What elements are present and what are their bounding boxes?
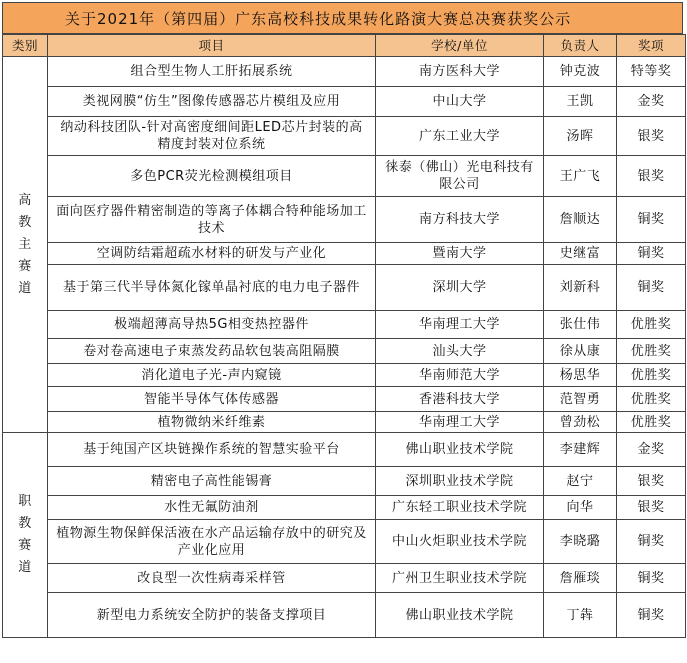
leader-cell: 丁犇 — [544, 593, 617, 638]
project-cell: 智能半导体气体传感器 — [48, 387, 376, 412]
award-cell: 优胜奖 — [617, 412, 686, 433]
award-table — [2, 34, 686, 638]
award-cell: 优胜奖 — [617, 339, 686, 364]
table-row — [3, 364, 686, 387]
school-cell: 佛山职业技术学院 — [376, 593, 544, 638]
leader-cell: 刘新科 — [544, 265, 617, 311]
award-cell: 铜奖 — [617, 265, 686, 311]
table-row — [3, 117, 686, 156]
header-leader: 负责人 — [544, 35, 617, 57]
project-cell: 多色PCR荧光检测模组项目 — [48, 156, 376, 197]
leader-cell: 赵宁 — [544, 467, 617, 496]
school-cell: 深圳大学 — [376, 265, 544, 311]
award-cell: 铜奖 — [617, 197, 686, 243]
leader-cell: 李晓璐 — [544, 520, 617, 564]
project-cell: 卷对卷高速电子束蒸发药品软包装高阻隔膜 — [48, 339, 376, 364]
category-cell — [3, 57, 48, 433]
project-cell: 空调防结霜超疏水材料的研发与产业化 — [48, 243, 376, 265]
table-row — [3, 197, 686, 243]
table-row — [3, 87, 686, 117]
award-cell: 银奖 — [617, 156, 686, 197]
leader-cell: 王凯 — [544, 87, 617, 117]
sheet-title: 关于2021年（第四届）广东高校科技成果转化路演大赛总决赛获奖公示 — [2, 2, 683, 34]
table-row — [3, 467, 686, 496]
award-cell: 铜奖 — [617, 593, 686, 638]
project-cell: 纳动科技团队-针对高密度细间距LED芯片封装的高精度封装对位系统 — [48, 117, 376, 156]
project-cell: 极端超薄高导热5G相变热控器件 — [48, 311, 376, 339]
project-cell: 基于第三代半导体氮化镓单晶衬底的电力电子器件 — [48, 265, 376, 311]
header-school: 学校/单位 — [376, 35, 544, 57]
award-cell: 优胜奖 — [617, 311, 686, 339]
table-row — [3, 387, 686, 412]
school-cell: 华南理工大学 — [376, 412, 544, 433]
leader-cell: 王广飞 — [544, 156, 617, 197]
category-label: 高教主赛道 — [18, 192, 32, 296]
award-cell: 银奖 — [617, 467, 686, 496]
school-cell: 中山火炬职业技术学院 — [376, 520, 544, 564]
award-cell: 铜奖 — [617, 243, 686, 265]
leader-cell: 曾劲松 — [544, 412, 617, 433]
header-award: 奖项 — [617, 35, 686, 57]
table-body — [3, 57, 686, 638]
table-row — [3, 156, 686, 197]
leader-cell: 徐从康 — [544, 339, 617, 364]
leader-cell: 汤晖 — [544, 117, 617, 156]
leader-cell: 李建辉 — [544, 433, 617, 467]
award-cell: 金奖 — [617, 433, 686, 467]
leader-cell: 张仕伟 — [544, 311, 617, 339]
table-row — [3, 496, 686, 520]
project-cell: 基于纯国产区块链操作系统的智慧实验平台 — [48, 433, 376, 467]
school-cell: 广州卫生职业技术学院 — [376, 564, 544, 593]
award-cell: 银奖 — [617, 496, 686, 520]
leader-cell: 史继富 — [544, 243, 617, 265]
school-cell: 汕头大学 — [376, 339, 544, 364]
project-cell: 新型电力系统安全防护的装备支撑项目 — [48, 593, 376, 638]
project-cell: 精密电子高性能锡膏 — [48, 467, 376, 496]
table-row — [3, 339, 686, 364]
school-cell: 广东工业大学 — [376, 117, 544, 156]
project-cell: 改良型一次性病毒采样管 — [48, 564, 376, 593]
leader-cell: 詹顺达 — [544, 197, 617, 243]
school-cell: 香港科技大学 — [376, 387, 544, 412]
school-cell: 南方科技大学 — [376, 197, 544, 243]
leader-cell: 向华 — [544, 496, 617, 520]
award-cell: 优胜奖 — [617, 387, 686, 412]
table-row — [3, 564, 686, 593]
award-cell: 优胜奖 — [617, 364, 686, 387]
school-cell: 南方医科大学 — [376, 57, 544, 87]
school-cell: 华南理工大学 — [376, 311, 544, 339]
project-cell: 植物微纳米纤维素 — [48, 412, 376, 433]
award-cell: 铜奖 — [617, 564, 686, 593]
school-cell: 华南师范大学 — [376, 364, 544, 387]
leader-cell: 杨思华 — [544, 364, 617, 387]
project-cell: 组合型生物人工肝拓展系统 — [48, 57, 376, 87]
table-row — [3, 265, 686, 311]
award-cell: 特等奖 — [617, 57, 686, 87]
school-cell: 深圳职业技术学院 — [376, 467, 544, 496]
table-row — [3, 311, 686, 339]
school-cell: 徕泰（佛山）光电科技有限公司 — [376, 156, 544, 197]
table-row — [3, 433, 686, 467]
award-cell: 银奖 — [617, 117, 686, 156]
header-project: 项目 — [48, 35, 376, 57]
category-label: 职教赛道 — [18, 494, 32, 575]
leader-cell: 范智勇 — [544, 387, 617, 412]
header-row — [3, 35, 686, 57]
header-category: 类别 — [3, 35, 48, 57]
award-cell: 金奖 — [617, 87, 686, 117]
table-row — [3, 520, 686, 564]
school-cell: 中山大学 — [376, 87, 544, 117]
leader-cell: 詹雁琰 — [544, 564, 617, 593]
table-row — [3, 412, 686, 433]
school-cell: 广东轻工职业技术学院 — [376, 496, 544, 520]
table-row — [3, 57, 686, 87]
award-cell: 铜奖 — [617, 520, 686, 564]
category-cell — [3, 433, 48, 638]
table-row — [3, 243, 686, 265]
table-row — [3, 593, 686, 638]
project-cell: 类视网膜“仿生”图像传感器芯片模组及应用 — [48, 87, 376, 117]
leader-cell: 钟克波 — [544, 57, 617, 87]
school-cell: 暨南大学 — [376, 243, 544, 265]
project-cell: 植物源生物保鲜保活液在水产品运输存放中的研究及产业化应用 — [48, 520, 376, 564]
school-cell: 佛山职业技术学院 — [376, 433, 544, 467]
project-cell: 消化道电子光-声内窥镜 — [48, 364, 376, 387]
project-cell: 面向医疗器件精密制造的等离子体耦合特种能场加工技术 — [48, 197, 376, 243]
project-cell: 水性无氟防油剂 — [48, 496, 376, 520]
